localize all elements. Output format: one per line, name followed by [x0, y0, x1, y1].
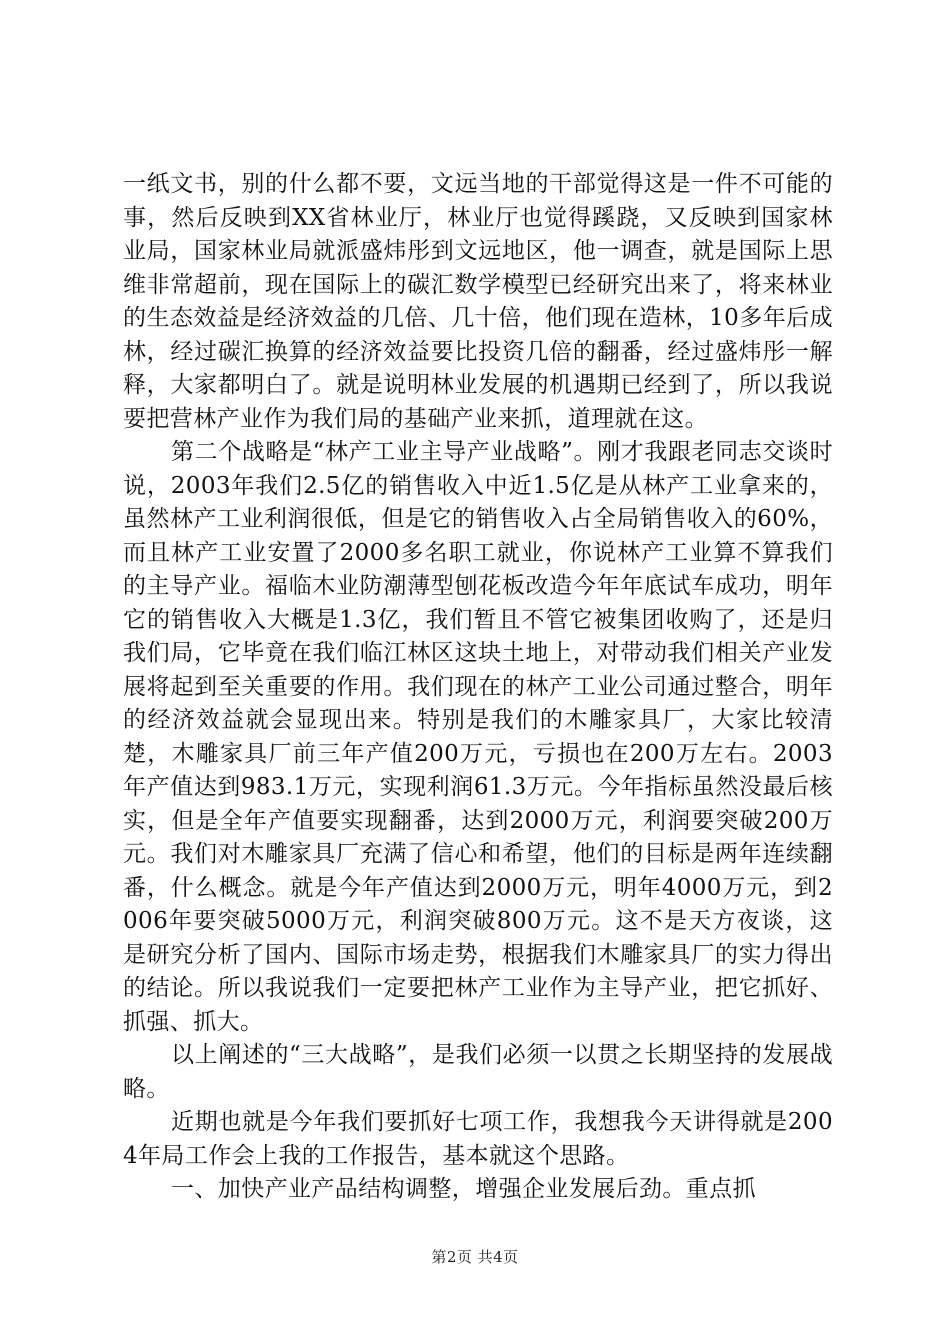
paragraph-seven-tasks: 近期也就是今年我们要抓好七项工作，我想我今天讲得就是2004年局工作会上我的工作报告，基本就这个思路。	[123, 1109, 833, 1169]
document-body	[123, 168, 833, 1207]
paragraph-three-strategies: 以上阐述的“三大战略”，是我们必须一以贯之长期坚持的发展战略。	[123, 1042, 833, 1102]
paragraph-section-one: 一、加快产业产品结构调整，增强企业发展后劲。重点抓	[171, 1176, 756, 1202]
paragraph-forest-industry-strategy: 第二个战略是“林产工业主导产业战略”。刚才我跟老同志交谈时说，2003年我们2.5亿的销售收入中近1.5亿是从林产工业拿来的，虽然林产工业利润很低，但是它的销售收入占全局销售收入的60%，而且林产工业安置了2000多名职工就业，你说林产工业算不算我们的主导产业。福临木业防潮薄型刨花板改造今年年底试车成功，明年它的销售收入大概是1.3亿，我们暂且不管它被集团收购了，还是归我们局，它毕竟在我们临江林区这块土地上，对带动我们相关产业发展将起到至关重要的作用。我们现在的林产工业公司通过整合，明年的经济效益就会显现出来。特别是我们的木雕家具厂，大家比较清楚，木雕家具厂前三年产值200万元，亏损也在200万左右。2003年产值达到983.1万元，实现利润61.3万元。今年指标虽然没最后核实，但是全年产值要实现翻番，达到2000万元，利润要突破200万元。我们对木雕家具厂充满了信心和希望，他们的目标是两年连续翻番，什么概念。就是今年产值达到2000万元，明年4000万元，到2006年要突破5000万元，利润突破800万元。这不是天方夜谈，这是研究分析了国内、国际市场走势，根据我们木雕家具厂的实力得出的结论。所以我说我们一定要把林产工业作为主导产业，把它抓好、抓强、抓大。	[123, 439, 833, 1035]
paragraph-carbon-sink: 一纸文书，别的什么都不要，文远当地的干部觉得这是一件不可能的事，然后反映到XX省林业厅，林业厅也觉得蹊跷，又反映到国家林业局，国家林业局就派盛炜彤到文远地区，他一调查，就是国际上思维非常超前，现在国际上的碳汇数学模型已经研究出来了，将来林业的生态效益是经济效益的几倍、几十倍，他们现在造林，10多年后成林，经过碳汇换算的经济效益要比投资几倍的翻番，经过盛炜彤一解释，大家都明白了。就是说明林业发展的机遇期已经到了，所以我说要把营林产业作为我们局的基础产业来抓，道理就在这。	[123, 171, 833, 432]
page-number-footer: 第2页 共4页	[431, 1248, 519, 1266]
